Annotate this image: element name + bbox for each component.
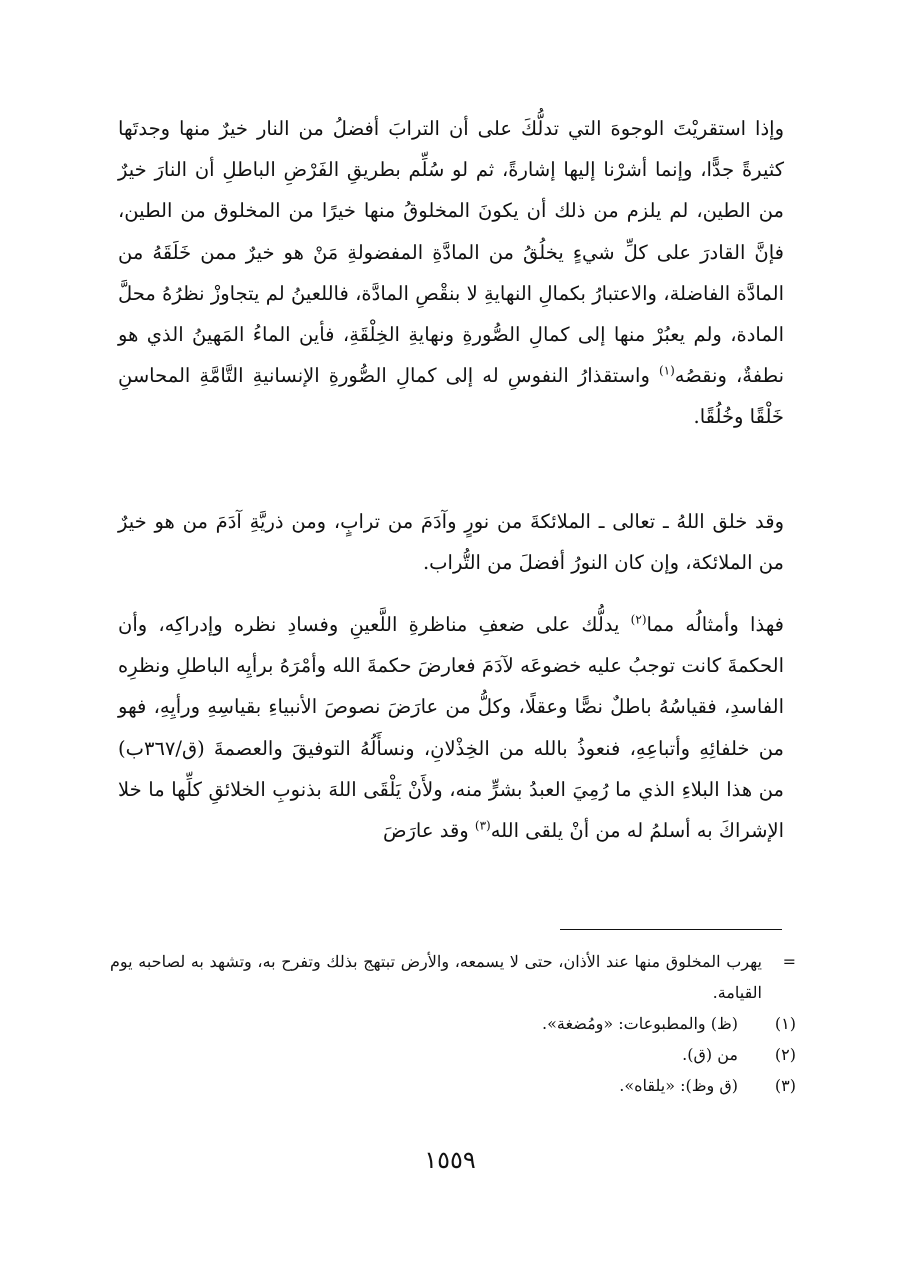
footnote-number: (١): [774, 1014, 796, 1033]
footnote-number: (٢): [774, 1045, 796, 1064]
footnote-text: (ظ) والمطبوعات: «ومُضغة».: [542, 1014, 738, 1033]
footnote-number: (٣): [774, 1076, 796, 1095]
paragraph-segment: وقد عارَضَ: [382, 819, 475, 843]
paragraph-2: [118, 501, 784, 583]
footnote-3: [110, 1070, 796, 1101]
paragraph-segment: واستقذارُ النفوسِ له إلى كمالِ الصُّورةِ الإنسانيةِ التَّامَّةِ المحاسنِ خَلْقًا وخُلُقًا.: [118, 364, 784, 429]
continuation-marker: =: [782, 952, 796, 971]
footnote-ref: (١): [658, 363, 675, 378]
paragraph-segment: فهذا وأمثالُه مما: [646, 613, 785, 636]
page-number: ١٥٥٩: [424, 1146, 476, 1174]
footnote-ref: (٢): [630, 612, 647, 627]
paragraph-segment: وإذا استقريْتَ الوجوهَ التي تدلُّكَ على أن الترابَ أفضلُ من النار خيرٌ منها وجدتَها كثيرةً جدًّا، وإنما أشرْنا إليها إشارةً، ثم لو سُلِّم بطريقِ الفَرْضِ الباطلِ أن النارَ خيرٌ من الطين، لم يلزم من ذلك أن يكونَ المخلوقُ منها خيرًا من المخلوق من الطين، فإنَّ القادرَ على كلِّ شيءٍ يخلُقُ من المادَّةِ المفضولةِ مَنْ هو خيرٌ ممن خَلَقَهُ من المادَّة الفاضلة، والاعتبارُ بكمالِ النهايةِ لا بنقْصِ المادَّة، فاللعينُ لم يتجاوزْ نظرُهُ محلَّ المادة، ولم يعبُرْ منها إلى كمالِ الصُّورةِ ونهايةِ الخِلْقَةِ، فأين الماءُ المَهينُ الذي هو نطفةٌ، ونقصُه: [118, 117, 784, 388]
paragraph-3: [118, 604, 784, 851]
footnote-continuation: [110, 946, 796, 1008]
footnotes: [110, 946, 796, 1101]
footnote-text: (ق وظ): «يلقاه».: [619, 1076, 738, 1095]
paragraph-text: [118, 108, 784, 438]
footnote-2: [110, 1039, 796, 1070]
paragraph-text: [118, 501, 784, 583]
paragraph-text: [118, 604, 784, 851]
footnote-text: من (ق).: [682, 1045, 738, 1064]
footnote-divider: [560, 929, 782, 930]
continuation-text: يهرب المخلوق منها عند الأذان، حتى لا يسمعه، والأرض تبتهج بذلك وتفرح به، وتشهد به لصاحبه يوم القيامة.: [110, 952, 762, 1002]
paragraph-1: [118, 108, 784, 438]
footnote-ref: (٣): [474, 818, 491, 833]
paragraph-segment: وقد خلق اللهُ ـ تعالى ـ الملائكةَ من نورٍ وآدَمَ من ترابٍ، ومن ذريَّةِ آدَمَ من هو خيرٌ من الملائكة، وإن كان النورُ أفضلَ من التُّراب.: [118, 510, 784, 575]
paragraph-segment: يدلُّك على ضعفِ مناظرةِ اللَّعينِ وفسادِ نظره وإدراكِه، وأن الحكمةَ كانت توجبُ عليه خضوعَه لآدَمَ فعارضَ حكمةَ الله وأمْرَهُ برأيِه الباطلِ ونظرِه الفاسدِ، فقياسُهُ باطلٌ نصًّا وعقلًا، وكلُّ من عارَضَ نصوصَ الأنبياءِ بقياسِهِ ورأيِهِ، فهو من خلفائِهِ وأتباعِهِ، فنعوذُ بالله من الخِذْلانِ، ونسأَلُهُ التوفيقَ والعصمةَ (ق/٣٦٧ب) من هذا البلاءِ الذي ما رُمِيَ العبدُ بشرٍّ منه، ولأَنْ يَلْقَى اللهَ بذنوبِ الخلائقِ كلِّها ما خلا الإشراكَ به أسلمُ له من أنْ يلقى الله: [118, 613, 784, 843]
footnote-1: [110, 1008, 796, 1039]
